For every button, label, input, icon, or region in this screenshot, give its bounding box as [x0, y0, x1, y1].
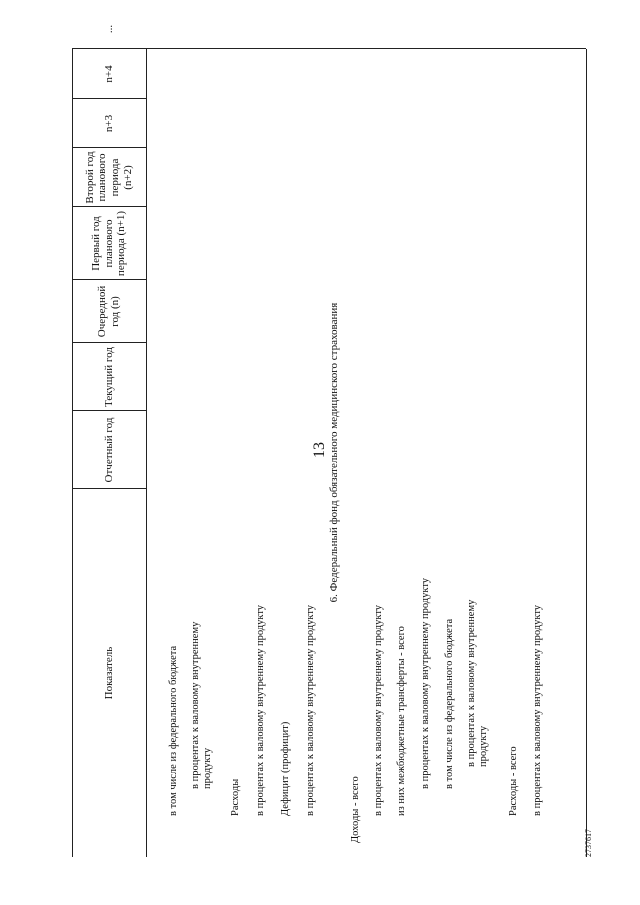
row-label: Расходы [230, 778, 241, 816]
row-label: Расходы - всего [508, 746, 519, 816]
row-label: Дефицит (профицит) [280, 721, 291, 816]
header-plan-year-2: Второй год планового периода (n+2) [83, 151, 134, 204]
row-label: в том числе из федерального бюджета [444, 618, 455, 789]
header-indicator: Показатель [102, 646, 115, 700]
document-code: 2737617 [584, 829, 593, 857]
header-separator [146, 49, 147, 857]
header-more: ... [102, 24, 115, 34]
row-label: Доходы - всего [350, 776, 361, 843]
row-label: в процентах к валовому внутреннему продукту [373, 604, 384, 816]
row-label: в том числе из федерального бюджета [168, 645, 179, 816]
row-label: в процентах к валовому внутреннему продукту [420, 577, 431, 789]
header-n3: n+3 [102, 114, 115, 133]
header-plan-year-1: Первый год планового периода (n+1) [90, 210, 128, 277]
header-next-year: Очередной год (n) [96, 285, 121, 338]
row-label: в процентах к валовому внутреннему продукту [255, 604, 266, 816]
header-n4: n+4 [102, 65, 115, 83]
row-label: в процентах к валовому внутреннему продукту [466, 599, 490, 767]
header-current-year: Текущий год [102, 347, 115, 407]
row-label: в процентах к валовому внутреннему продукту [532, 604, 543, 816]
row-label: в процентах к валовому внутреннему продукту [190, 621, 214, 789]
row-label: в процентах к валовому внутреннему продукту [305, 604, 316, 816]
header-report-year: Отчетный год [102, 417, 115, 483]
section-title: 6. Федеральный фонд обязательного медицинского страхования [328, 302, 340, 603]
row-label: из них межбюджетные трансферты - всего [396, 626, 407, 816]
page-number: 13 [311, 442, 328, 458]
table-bottom-border [586, 49, 587, 857]
